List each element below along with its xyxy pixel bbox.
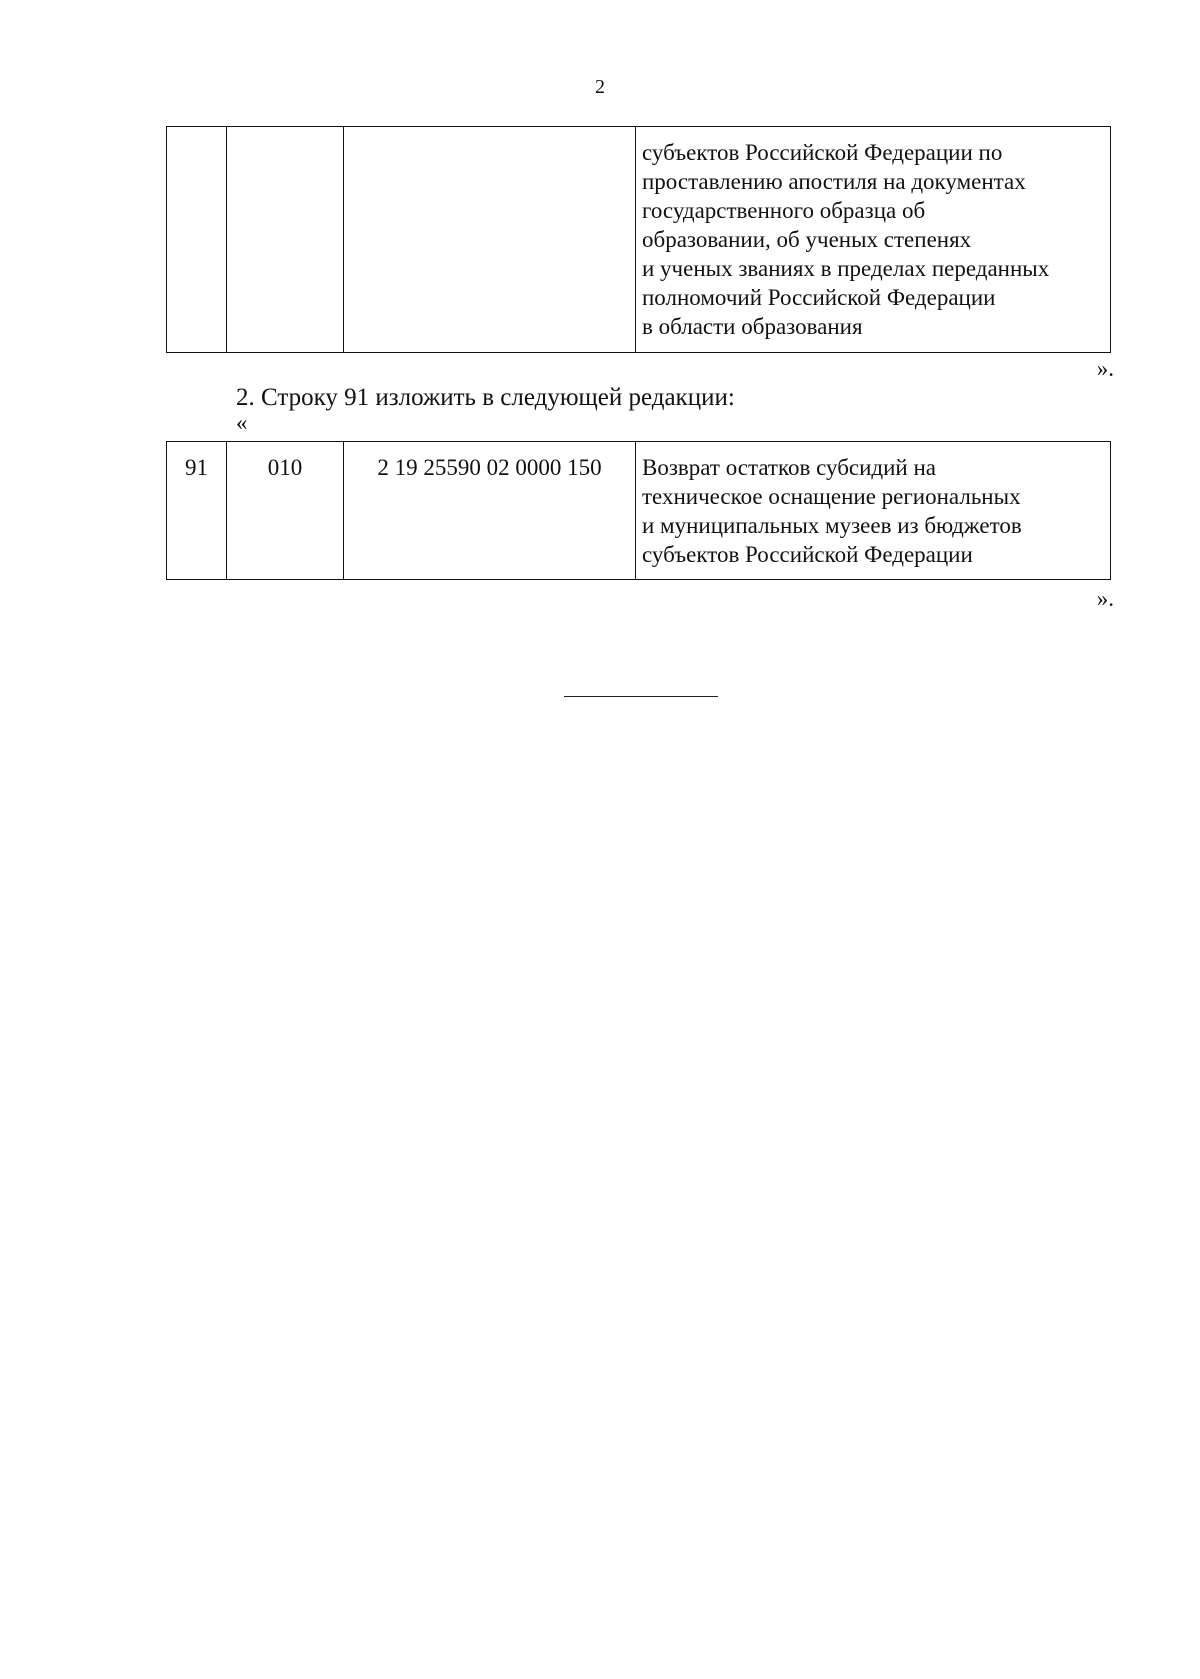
- admin-code-cell: [227, 127, 344, 353]
- instruction-paragraph: 2. Строку 91 изложить в следующей редакции:: [236, 384, 735, 411]
- budget-code-cell: [344, 442, 636, 580]
- row-number: 91: [185, 455, 208, 480]
- table-row: [167, 127, 1111, 353]
- row-number-cell: [167, 442, 227, 580]
- table-row: [167, 442, 1111, 580]
- row-number-cell: [167, 127, 227, 353]
- budget-code-cell: [344, 127, 636, 353]
- page-number: 2: [595, 76, 605, 98]
- end-divider: [564, 696, 718, 697]
- row-91-table: [166, 441, 1111, 580]
- closing-quote: ».: [1096, 356, 1114, 381]
- closing-quote: ».: [1096, 586, 1114, 611]
- admin-code: 010: [267, 455, 303, 480]
- description-text: Возврат остатков субсидий на техническое оснащение региональных и муниципальных музеев из бюджетов субъектов Российской Федерации: [642, 455, 1022, 567]
- budget-code: 2 19 25590 02 0000 150: [377, 455, 602, 480]
- description-cell: [636, 442, 1111, 580]
- continued-table: [166, 126, 1111, 353]
- opening-quote: «: [236, 410, 248, 435]
- admin-code-cell: [227, 442, 344, 580]
- description-text: субъектов Российской Федерации по проставлению апостиля на документах государственного образца об образовании, об ученых степенях и ученых званиях в пределах переданных полномочий Российской Федерации в области образования: [642, 140, 1050, 339]
- description-cell: [636, 127, 1111, 353]
